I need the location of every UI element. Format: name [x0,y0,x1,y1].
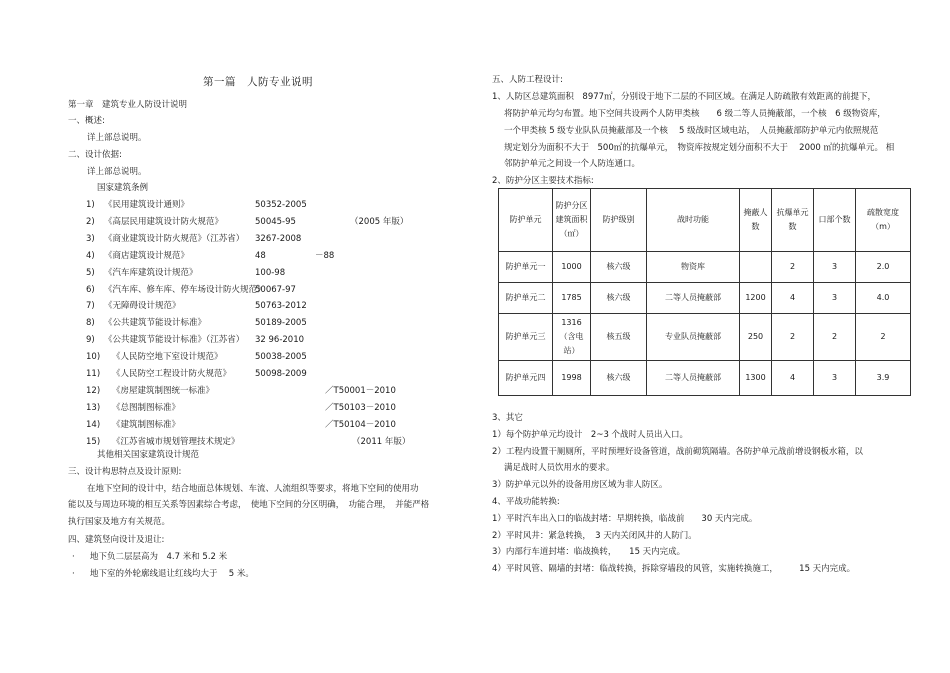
paragraph-line: 1）每个防护单元均设计 2~3 个战时人员出入口。 [492,430,689,440]
reference-list-tail: 其他相关国家建筑设计规范 [97,450,200,460]
paragraph-line: 1、人防区总建筑面积 8977㎡，分别设于地下二层的不同区域。在满足人防疏散有效距离的前提下， [492,92,877,102]
table-cell: 防护单元二 [499,283,553,314]
bullet-dot: · [72,552,75,562]
table-cell: 3 [814,361,856,396]
reference-name: 《高层民用建筑设计防火规范》 [104,216,224,227]
bullet-dot: · [72,569,75,579]
table-cell: 2 [856,314,911,361]
table-header-cell: 防护单元 [499,189,553,252]
table-cell: 1998 [553,361,591,396]
reference-number: 10) [86,352,101,363]
table-row [499,314,911,361]
reference-number: 5) [86,267,95,278]
paragraph-line: 将防护单元均匀布置。地下空间共设两个人防甲类核 6 级二等人员掩蔽部，一个核 6 级物资库， [504,109,886,119]
bullet-text: 地下负二层层高为 4.7 米和 5.2 米 [90,552,228,562]
reference-name: 《江苏省城市规划管理技术规定》 [112,436,240,447]
table-row [499,283,911,314]
chapter-heading: 第一章 建筑专业人防设计说明 [68,100,188,110]
table-header-cell: 防护级别 [591,189,647,252]
table-cell: 2 [772,314,814,361]
design-principles-line: 能以及与周边环境的相互关系等因素综合考虑， 使地下空间的分区明确， 功能合理， 并能严格 [68,500,430,510]
table-header-row [499,189,911,252]
table-cell: 1785 [553,283,591,314]
table-cell: 核六级 [591,361,647,396]
reference-code: 100-98 [255,267,286,278]
reference-number: 14) [86,419,101,430]
reference-extra: －88 [315,250,335,261]
table-header-cell: 掩蔽人数 [740,189,772,252]
other-heading: 3、其它 [492,413,523,423]
table-cell: 2.0 [856,252,911,283]
reference-code: 50189-2005 [255,318,307,329]
table-cell: 核六级 [591,252,647,283]
section-title: 第一篇 人防专业说明 [203,76,313,88]
table-cell: 4 [772,361,814,396]
paragraph-line: 2）工程内设置干厕厕所，平时预埋好设备管道，战前砌筑隔墙。各防护单元战前增设钢板水箱，以 [492,447,863,457]
table-cell: 核六级 [591,283,647,314]
table-cell: 3 [814,252,856,283]
table-cell: 二等人员掩蔽部 [647,283,740,314]
table-cell: 核五级 [591,314,647,361]
table-cell: 3 [814,283,856,314]
reference-extra: （2005 年版） [350,216,409,227]
table-cell: 4.0 [856,283,911,314]
reference-code: 48 [255,250,266,261]
overview-heading: 一、概述: [68,116,105,126]
paragraph-line: 2）平时风井：紧急转换， 3 天内关闭风井的人防门。 [492,531,697,541]
overview-text: 详上部总说明。 [87,133,147,143]
table-cell: 防护单元四 [499,361,553,396]
table-cell: 250 [740,314,772,361]
paragraph-line: 满足战时人员饮用水的要求。 [504,463,615,473]
reference-extra: ／T50103－2010 [325,402,396,413]
reference-name: 《公共建筑节能设计标准》（江苏省） [104,335,245,346]
table-cell: 防护单元三 [499,314,553,361]
table-cell: 1316（含电站） [553,314,591,361]
reference-number: 13) [86,402,101,413]
civil-defense-heading: 五、人防工程设计: [492,75,563,85]
basis-heading: 二、设计依据: [68,150,122,160]
reference-code: 3267-2008 [255,233,302,244]
reference-name: 《总图制图标准》 [112,402,181,413]
table-cell: 2 [814,314,856,361]
reference-name: 《汽车库、修车库、停车场设计防火规范》 [104,284,266,295]
paragraph-line: 规定划分为面积不大于 500㎡的抗爆单元， 物资库按规定划分面积不大于 2000 ㎡的抗爆单元。 相 [504,143,895,153]
paragraph-line: 一个甲类核 5 级专业队队员掩蔽部及一个核 5 级战时区域电站， 人员掩蔽部防护单元内依照规范 [504,126,879,136]
paragraph-line: 3）内部行车道封堵：临战换转， 15 天内完成。 [492,547,686,557]
table-header-cell: 口部个数 [814,189,856,252]
reference-name: 《商业建筑设计防火规范》（江苏省） [104,233,245,244]
reference-number: 4) [86,250,95,261]
reference-code: 50045-95 [255,216,296,227]
design-principles-heading: 三、设计构思特点及设计原则: [68,467,182,477]
conversion-heading: 4、平战功能转换: [492,497,560,507]
reference-name: 《公共建筑节能设计标准》 [104,318,207,329]
table-header-cell: 抗爆单元数 [772,189,814,252]
reference-number: 7) [86,301,95,312]
table-cell: 3.9 [856,361,911,396]
reference-code: 50763-2012 [255,301,307,312]
reference-code: 50067-97 [255,284,296,295]
table-row [499,252,911,283]
basis-text: 详上部总说明。 [87,167,147,177]
vertical-design-heading: 四、建筑竖向设计及退让: [68,535,165,545]
table-cell: 4 [772,283,814,314]
reference-code: 32 96-2010 [255,335,305,346]
reference-name: 《人民防空地下室设计规范》 [112,352,223,363]
reference-name: 《无障碍设计规范》 [104,301,181,312]
table-cell: 1300 [740,361,772,396]
reference-extra: （2011 年版） [352,436,411,447]
technical-index-table [498,188,911,396]
reference-number: 9) [86,335,95,346]
design-principles-line: 执行国家及地方有关规范。 [68,517,171,527]
reference-number: 12) [86,385,101,396]
paragraph-line: 邻防护单元之间设一个人防连通口。 [504,159,641,169]
basis-subheading: 国家建筑条例 [97,183,149,193]
reference-name: 《建筑制图标准》 [112,419,181,430]
reference-code: 50352-2005 [255,200,307,210]
paragraph-line: 3）防护单元以外的设备用房区域为非人防区。 [492,480,668,490]
reference-number: 3) [86,233,95,244]
table-header-cell: 战时功能 [647,189,740,252]
table-cell: 2 [772,252,814,283]
reference-number: 6) [86,284,95,295]
reference-number: 15) [86,436,101,447]
table-cell [740,252,772,283]
reference-extra: ／T50104－2010 [325,419,396,430]
paragraph-line: 4）平时风管、隔墙的封堵：临战转换，拆除穿墙段的风管，实施转换施工， 15 天内完成。 [492,564,856,574]
reference-name: 《房屋建筑制图统一标准》 [112,385,215,396]
reference-name: 《人民防空工程设计防火规范》 [112,369,232,379]
reference-number: 11) [86,369,101,379]
table-cell: 1200 [740,283,772,314]
reference-number: 1) [86,200,95,210]
table-heading: 2、防护分区主要技术指标: [492,176,594,186]
table-header-cell: 疏散宽度（m） [856,189,911,252]
table-cell: 1000 [553,252,591,283]
reference-number: 8) [86,318,95,329]
table-header-cell: 防护分区建筑面积（㎡） [553,189,591,252]
table-cell: 防护单元一 [499,252,553,283]
reference-extra: ／T50001－2010 [325,385,396,396]
table-cell: 专业队员掩蔽部 [647,314,740,361]
table-row [499,361,911,396]
design-principles-line: 在地下空间的设计中，结合地面总体规划、车流、人流组织等要求，将地下空间的使用功 [87,484,419,494]
bullet-text: 地下室的外轮廓线退让红线均大于 5 米。 [90,569,254,579]
table-cell: 物资库 [647,252,740,283]
reference-name: 《民用建筑设计通则》 [104,200,190,210]
paragraph-line: 1）平时汽车出入口的临战封堵：早期转换，临战前 30 天内完成。 [492,514,758,524]
reference-code: 50098-2009 [255,369,307,379]
table-cell: 二等人员掩蔽部 [647,361,740,396]
reference-number: 2) [86,216,95,227]
reference-code: 50038-2005 [255,352,307,363]
reference-name: 《商店建筑设计规范》 [104,250,190,261]
reference-name: 《汽车库建筑设计规范》 [104,267,198,278]
